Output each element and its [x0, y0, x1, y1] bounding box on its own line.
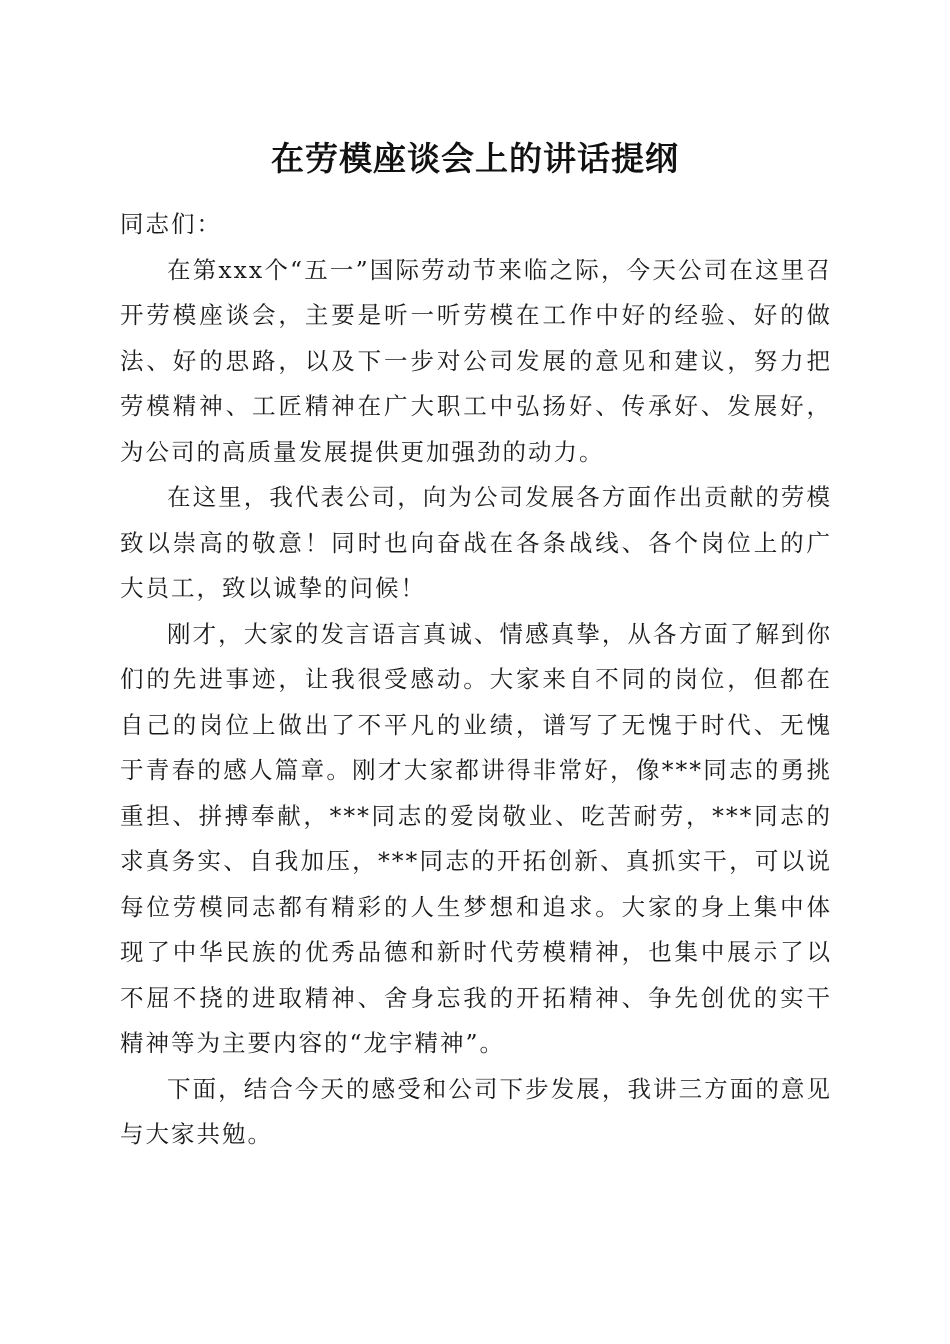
paragraph-praise: 刚才，大家的发言语言真诚、情感真挚，从各方面了解到你们的先进事迹，让我很受感动。大家来自不同的岗位，但都在自己的岗位上做出了不平凡的业绩，谱写了无愧于时代、无愧于青春的感人篇章。刚才大家都讲得非常好，像***同志的勇挑重担、拼搏奉献，***同志的爱岗敬业、吃苦耐劳，***同志的求真务实、自我加压，***同志的开拓创新、真抓实干，可以说每位劳模同志都有精彩的人生梦想和追求。大家的身上集中体现了中华民族的优秀品德和新时代劳模精神，也集中展示了以不屈不挠的进取精神、舍身忘我的开拓精神、争先创优的实干精神等为主要内容的“龙宇精神”。 — [120, 619, 832, 1057]
paragraph-greeting: 在这里，我代表公司，向为公司发展各方面作出贡献的劳模致以崇高的敬意！同时也向奋战在各条战线、各个岗位上的广大员工，致以诚挚的问候！ — [120, 483, 832, 602]
paragraph-transition: 下面，结合今天的感受和公司下步发展，我讲三方面的意见与大家共勉。 — [120, 1074, 832, 1148]
paragraph-intro: 在第xxx个“五一”国际劳动节来临之际，今天公司在这里召开劳模座谈会，主要是听一听劳模在工作中好的经验、好的做法、好的思路，以及下一步对公司发展的意见和建议，努力把劳模精神、工匠精神在广大职工中弘扬好、传承好、发展好，为公司的高质量发展提供更加强劲的动力。 — [120, 255, 832, 466]
document-body — [120, 202, 832, 1158]
document-title: 在劳模座谈会上的讲话提纲 — [271, 139, 679, 178]
salutation: 同志们： — [120, 210, 222, 238]
